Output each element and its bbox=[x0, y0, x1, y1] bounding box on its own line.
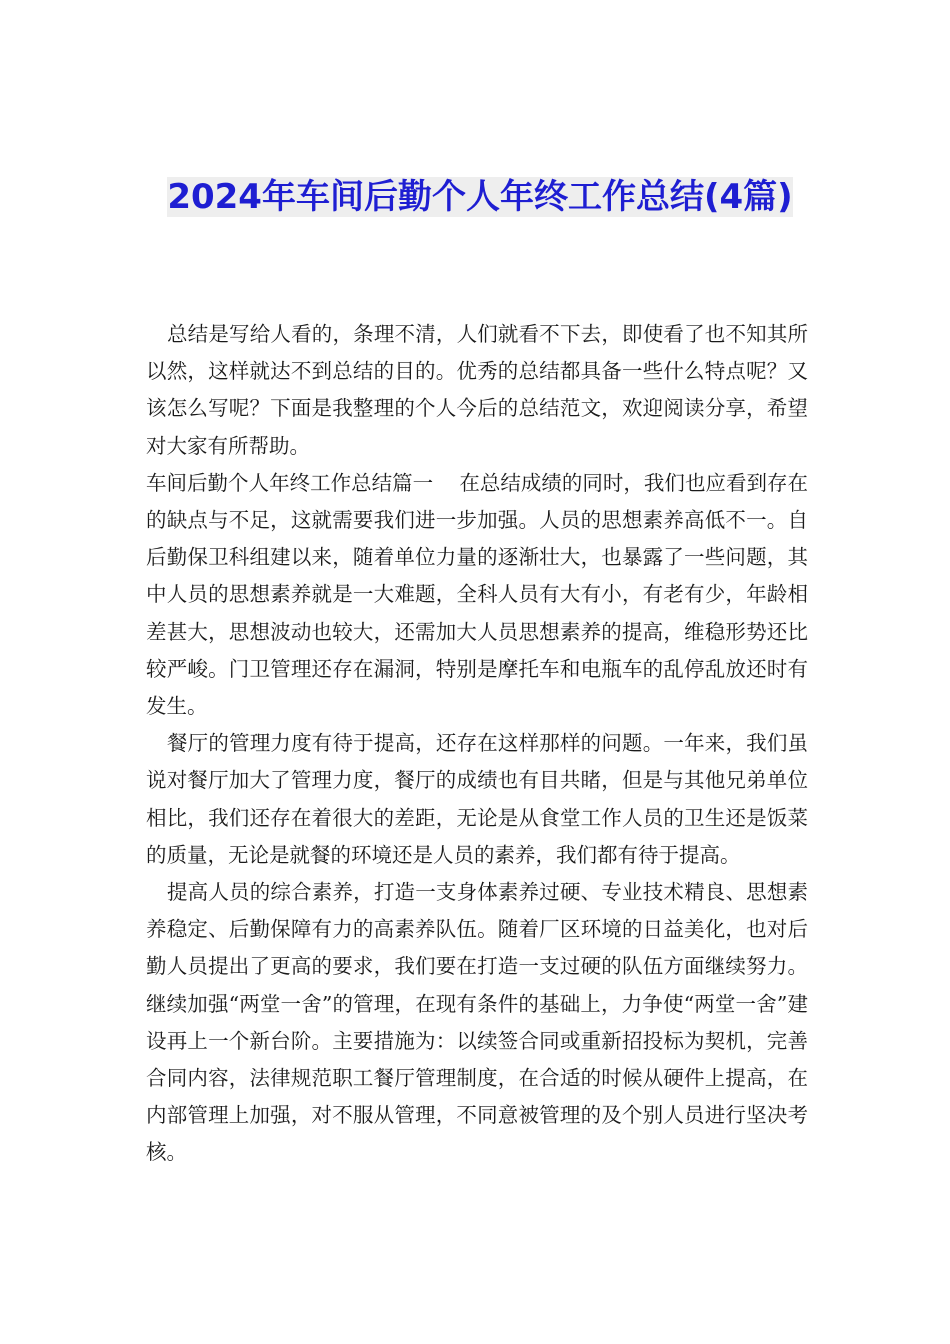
section-one-text: 在总结成绩的同时，我们也应看到存在的缺点与不足，这就需要我们进一步加强。人员的思想素养高低不一。自后勤保卫科组建以来，随着单位力量的逐渐壮大，也暴露了一些问题，其中人员的思想素养就是一大难题，全科人员有大有小，有老有少，年龄相差甚大，思想波动也较大，还需加大人员思想素养的提高，维稳形势还比较严峻。门卫管理还存在漏洞，特别是摩托车和电瓶车的乱停乱放还时有发生。 bbox=[146, 470, 809, 719]
intro-paragraph: 总结是写给人看的，条理不清，人们就看不下去，即使看了也不知其所以然，这样就达不到总结的目的。优秀的总结都具备一些什么特点呢？又该怎么写呢？下面是我整理的个人今后的总结范文，欢迎阅读分享，希望对大家有所帮助。 bbox=[146, 322, 808, 458]
canteen-paragraph: 餐厅的管理力度有待于提高，还存在这样那样的问题。一年来，我们虽说对餐厅加大了管理力度，餐厅的成绩也有目共睹，但是与其他兄弟单位相比，我们还存在着很大的差距，无论是从食堂工作人员的卫生还是饭菜的质量，无论是就餐的环境还是人员的素养，我们都有待于提高。 bbox=[146, 731, 808, 867]
quality-paragraph: 提高人员的综合素养，打造一支身体素养过硬、专业技术精良、思想素养稳定、后勤保障有力的高素养队伍。随着厂区环境的日益美化，也对后勤人员提出了更高的要求，我们要在打造一支过硬的队伍方面继续努力。继续加强“两堂一舍”的管理，在现有条件的基础上，力争使“两堂一舍”建设再上一个新台阶。主要措施为：以续签合同或重新招投标为契机，完善合同内容，法律规范职工餐厅管理制度，在合适的时候从硬件上提高，在内部管理上加强，对不服从管理，不同意被管理的及个别人员进行坚决考核。 bbox=[146, 880, 808, 1165]
document-title bbox=[140, 170, 820, 224]
document-title-text: 2024年车间后勤个人年终工作总结(4篇) bbox=[167, 177, 793, 217]
section-one-paragraph bbox=[146, 465, 808, 725]
section-heading: 车间后勤个人年终工作总结篇一 bbox=[146, 470, 434, 495]
document-body bbox=[146, 316, 808, 1172]
section-spacer bbox=[433, 471, 459, 495]
